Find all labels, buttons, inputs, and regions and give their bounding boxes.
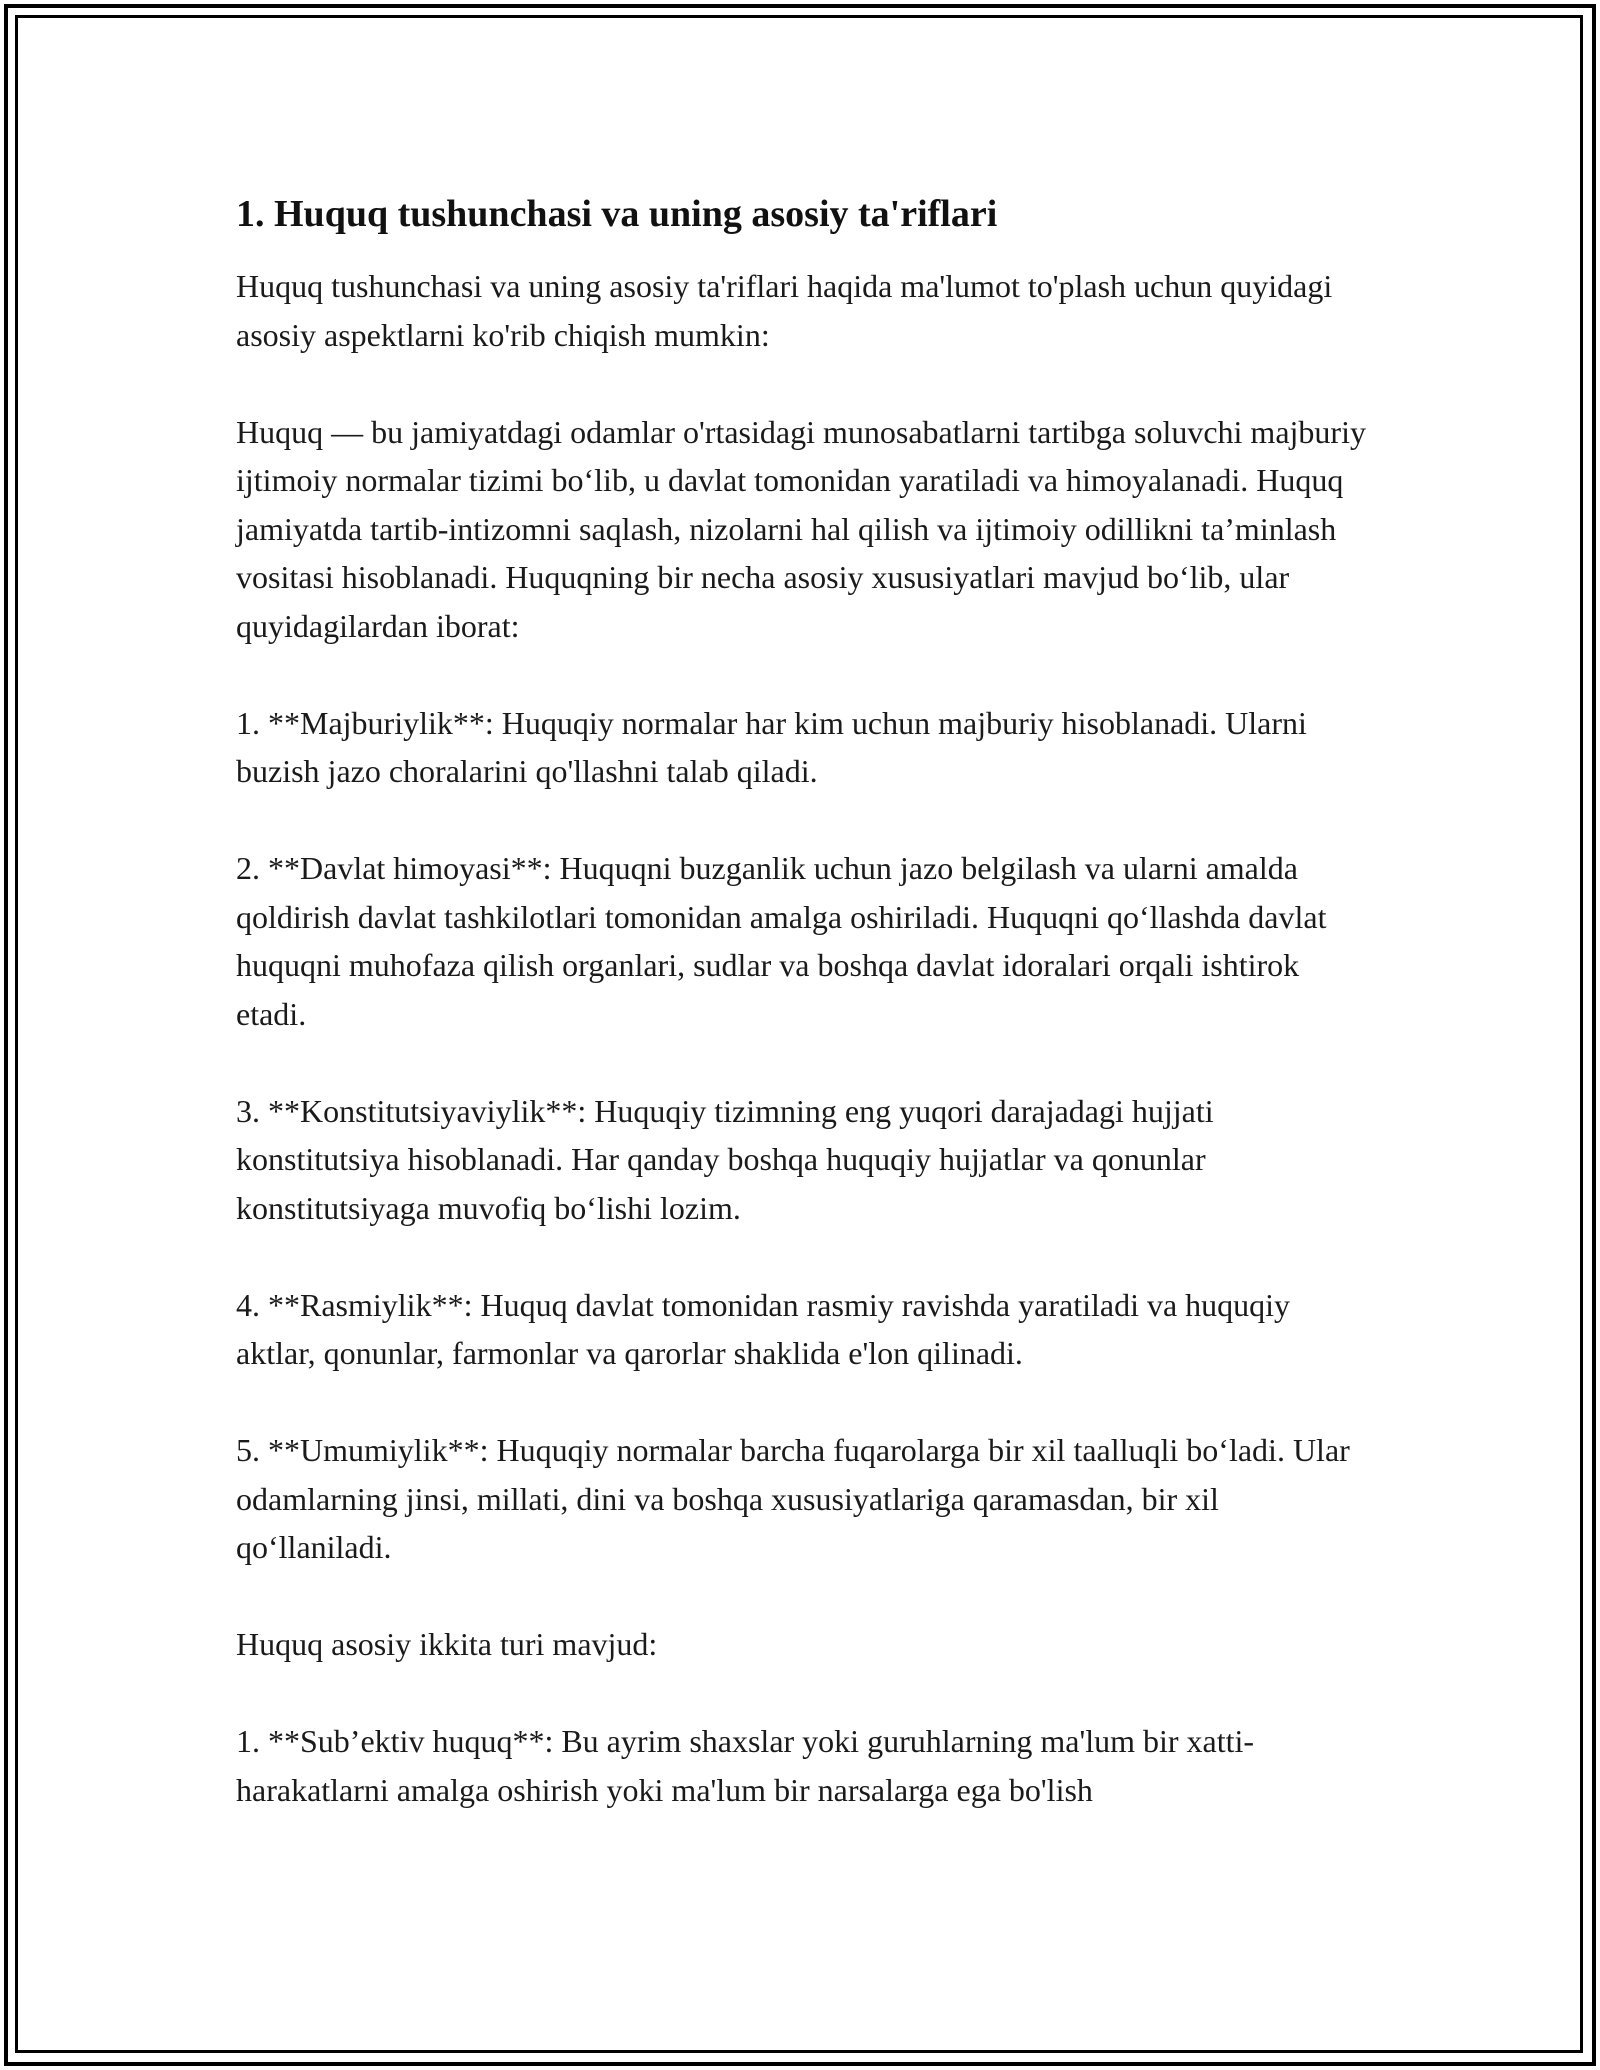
types-intro-paragraph: Huquq asosiy ikkita turi mavjud: [236,1626,658,1662]
definition-paragraph: Huquq — bu jamiyatdagi odamlar o'rtasidagi munosabatlarni tartibga soluvchi majburiy ijtimoiy normalar tizimi bo‘lib, u davlat tomonidan yaratiladi va himoyalanadi. Huquq jamiyatda tartib-intizomni saqlash, nizolarni hal qilish va ijtimoiy odillikni ta’minlash vositasi hisoblanadi. Huquqning bir necha asosiy xususiyatlari mavjud bo‘lib, ular quyidagilardan iborat: [236,413,1366,644]
type-item-1: 1. **Sub’ektiv huquq**: Bu ayrim shaxslar yoki guruhlarning ma'lum bir xatti-harakatlarni amalga oshirish yoki ma'lum bir narsalarga ega bo'lish [236,1723,1255,1808]
section-heading: 1. Huquq tushunchasi va uning asosiy ta'riflari [236,193,998,235]
feature-item-5: 5. **Umumiylik**: Huquqiy normalar barcha fuqarolarga bir xil taalluqli bo‘ladi. Ular odamlarning jinsi, millati, dini va boshqa xususiyatlariga qaramasdan, bir xil qo‘llaniladi. [236,1432,1350,1565]
document-body [236,186,1376,1814]
feature-item-2: 2. **Davlat himoyasi**: Huquqni buzganlik uchun jazo belgilash va ularni amalda qoldirish davlat tashkilotlari tomonidan amalga oshiriladi. Huquqni qo‘llashda davlat huquqni muhofaza qilish organlari, sudlar va boshqa davlat idoralari orqali ishtirok etadi. [236,850,1327,1032]
intro-paragraph: Huquq tushunchasi va uning asosiy ta'riflari haqida ma'lumot to'plash uchun quyidagi asosiy aspektlarni ko'rib chiqish mumkin: [236,268,1333,353]
feature-item-3: 3. **Konstitutsiyaviylik**: Huquqiy tizimning eng yuqori darajadagi hujjati konstitutsiya hisoblanadi. Har qanday boshqa huquqiy hujjatlar va qonunlar konstitutsiyaga muvofiq bo‘lishi lozim. [236,1092,1214,1226]
feature-item-4: 4. **Rasmiylik**: Huquq davlat tomonidan rasmiy ravishda yaratiladi va huquqiy aktlar, qonunlar, farmonlar va qarorlar shaklida e'lon qilinadi. [236,1286,1291,1371]
feature-item-1: 1. **Majburiylik**: Huquqiy normalar har kim uchun majburiy hisoblanadi. Ularni buzish jazo choralarini qo'llashni talab qiladi. [236,704,1307,789]
